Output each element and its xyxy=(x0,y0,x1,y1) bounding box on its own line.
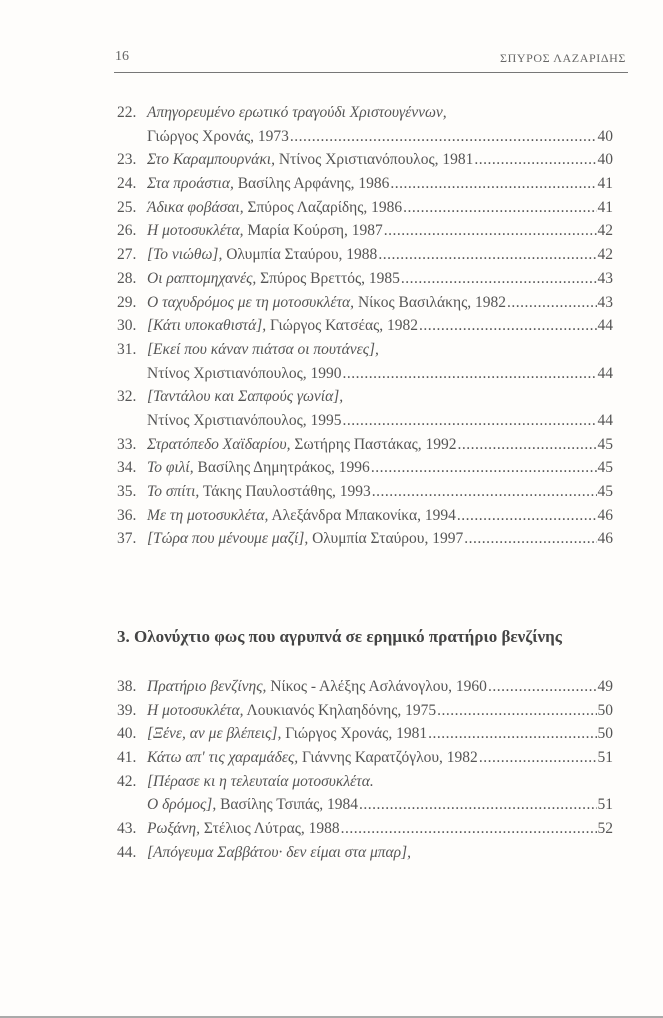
dot-leader xyxy=(343,362,597,386)
toc-entry xyxy=(117,385,613,409)
dot-leader xyxy=(290,125,597,149)
entry-number xyxy=(117,409,147,433)
page-number: 16 xyxy=(115,49,129,64)
entry-number xyxy=(117,793,147,817)
entry-author: Γιάννης Καρατζόγλου, 1982 xyxy=(298,749,478,767)
entry-title: Απηγορευμένο ερωτικό τραγούδι Χριστουγέννων, xyxy=(147,104,447,121)
toc-entry xyxy=(117,770,613,794)
entry-author: Γιώργος Χρονάς, 1981 xyxy=(281,725,428,743)
entry-number: 34. xyxy=(117,459,137,477)
entry-number: 37. xyxy=(117,530,137,548)
entry-page-number: 44 xyxy=(597,364,613,382)
entry-page-number: 41 xyxy=(597,198,613,216)
dot-leader xyxy=(479,746,597,770)
entry-title: Με τη μοτοσυκλέτα, xyxy=(147,506,269,524)
entry-number: 26. xyxy=(117,222,137,240)
entry-page-number: 45 xyxy=(597,459,613,477)
entry-author: Στέλιος Λύτρας, 1988 xyxy=(199,820,340,838)
dot-leader xyxy=(384,219,597,243)
toc-entry xyxy=(117,219,613,243)
entry-number: 33. xyxy=(117,435,137,453)
entry-title: [Τώρα που μένουμε μαζί], xyxy=(147,530,309,548)
entry-page-number: 44 xyxy=(597,411,613,429)
entry-page-number: 51 xyxy=(597,749,613,767)
toc-entry xyxy=(117,480,613,504)
dot-leader xyxy=(458,433,597,457)
toc-entry xyxy=(117,362,613,386)
entry-title: [Πέρασε κι η τελευταία μοτοσυκλέτα. xyxy=(147,772,374,790)
entry-title: Στο Καραμπουρνάκι, xyxy=(147,151,275,169)
entry-title: Πρατήριο βενζίνης, xyxy=(147,678,267,695)
entry-page-number: 41 xyxy=(597,175,613,193)
entry-author: Νίκος - Αλέξης Ασλάνογλου, 1960 xyxy=(266,678,487,695)
entry-title: Ρωξάνη, xyxy=(147,820,200,838)
toc-entry xyxy=(117,172,613,196)
entry-author: Τάκης Παυλοστάθης, 1993 xyxy=(199,483,371,500)
entry-author: Ντίνος Χριστιανόπουλος, 1995 xyxy=(147,411,342,429)
toc-entry xyxy=(117,196,613,220)
entry-title: [Εκεί που κάναν πιάτσα οι πουτάνες], xyxy=(147,340,379,358)
dot-leader xyxy=(464,527,596,551)
entry-title: Το φιλί, xyxy=(147,459,194,477)
entry-number: 24. xyxy=(117,175,137,193)
toc-entry xyxy=(117,793,613,817)
toc-entry xyxy=(117,817,613,841)
entry-title: Η μοτοσυκλέτα, xyxy=(147,222,244,240)
dot-leader xyxy=(390,172,596,196)
entry-title: Στα προάστια, xyxy=(147,175,234,193)
entry-page-number: 50 xyxy=(597,701,613,719)
dot-leader xyxy=(457,504,597,528)
entry-number: 29. xyxy=(117,293,137,311)
entry-title: [Ταντάλου και Σαπφούς γωνία], xyxy=(147,388,344,406)
entry-number: 41. xyxy=(117,749,137,767)
entry-page-number: 40 xyxy=(597,127,613,145)
toc-entry xyxy=(117,527,613,551)
toc-entry xyxy=(117,456,613,480)
entry-title: Η μοτοσυκλέτα, xyxy=(147,701,244,719)
entry-author: Μαρία Κούρση, 1987 xyxy=(243,222,383,240)
entry-author: Ντίνος Χριστιανόπουλος, 1990 xyxy=(147,364,342,382)
entry-author: Γιώργος Κατσέας, 1982 xyxy=(266,317,419,335)
entry-page-number: 52 xyxy=(597,820,613,838)
toc-entry xyxy=(117,841,613,865)
entry-number: 30. xyxy=(117,317,137,335)
toc-entry xyxy=(117,746,613,770)
entry-number xyxy=(117,362,147,386)
toc-entry xyxy=(117,504,613,528)
entry-number: 25. xyxy=(117,198,137,216)
dot-leader xyxy=(474,148,596,172)
toc-list-section-2 xyxy=(117,101,613,551)
entry-page-number: 45 xyxy=(597,483,613,500)
dot-leader xyxy=(507,291,597,315)
entry-number: 35. xyxy=(117,483,137,500)
entry-title: Ο δρόμος], xyxy=(147,796,217,814)
toc-entry xyxy=(117,409,613,433)
entry-author: Βασίλης Τσιπάς, 1984 xyxy=(216,796,359,814)
entry-page-number: 46 xyxy=(597,506,613,524)
entry-page-number: 46 xyxy=(597,530,613,548)
entry-title: Στρατόπεδο Χαϊδαρίου, xyxy=(147,435,291,453)
entry-page-number: 43 xyxy=(597,269,613,287)
entry-page-number: 51 xyxy=(597,796,613,814)
toc-list-section-3 xyxy=(117,675,613,865)
entry-title: Το σπίτι, xyxy=(147,483,200,500)
dot-leader xyxy=(378,243,596,267)
dot-leader xyxy=(343,409,597,433)
entry-title: [Το νιώθω], xyxy=(147,246,223,264)
entry-title: [Κάτι υποκαθιστά], xyxy=(147,317,267,335)
dot-leader xyxy=(437,699,596,723)
entry-number: 44. xyxy=(117,843,137,861)
entry-author: Βασίλης Δημητράκος, 1996 xyxy=(193,459,370,477)
entry-title: [Απόγευμα Σαββάτου· δεν είμαι στα μπαρ], xyxy=(147,843,412,861)
dot-leader xyxy=(488,675,597,699)
toc-entry xyxy=(117,314,613,338)
entry-author: Σπύρος Λαζαρίδης, 1986 xyxy=(243,198,403,216)
dot-leader xyxy=(401,267,597,291)
entry-number: 42. xyxy=(117,772,137,790)
entry-author: Νίκος Βασιλάκης, 1982 xyxy=(354,293,506,311)
entry-title: Οι ραπτομηχανές, xyxy=(147,269,257,287)
entry-page-number: 49 xyxy=(597,678,613,695)
entry-number: 23. xyxy=(117,151,137,169)
entry-title: [Ξένε, αν με βλέπεις], xyxy=(147,725,282,743)
toc-entry xyxy=(117,148,613,172)
header-rule xyxy=(114,72,628,73)
toc-entry xyxy=(117,722,613,746)
entry-author: Λουκιανός Κηλαηδόνης, 1975 xyxy=(243,701,437,719)
entry-page-number: 50 xyxy=(597,725,613,743)
entry-author: Γιώργος Χρονάς, 1973 xyxy=(147,127,289,145)
entry-page-number: 44 xyxy=(597,317,613,335)
entry-number xyxy=(117,125,147,149)
entry-number: 43. xyxy=(117,820,137,838)
section-heading: 3. Ολονύχτιο φως που αγρυπνά σε ερημικό πρατήριο βενζίνης xyxy=(117,627,562,646)
entry-number: 40. xyxy=(117,725,137,743)
entry-author: Ολυμπία Σταύρου, 1997 xyxy=(308,530,464,548)
entry-number: 39. xyxy=(117,701,137,719)
toc-entry xyxy=(117,699,613,723)
entry-number: 36. xyxy=(117,506,137,524)
entry-author: Αλεξάνδρα Μπακονίκα, 1994 xyxy=(268,506,456,524)
toc-entry xyxy=(117,243,613,267)
entry-author: Σπύρος Βρεττός, 1985 xyxy=(256,269,400,287)
entry-number: 27. xyxy=(117,246,137,264)
toc-entry xyxy=(117,267,613,291)
toc-entry xyxy=(117,291,613,315)
entry-title: Άδικα φοβάσαι, xyxy=(147,198,244,216)
entry-author: Ολυμπία Σταύρου, 1988 xyxy=(222,246,378,264)
entry-author: Ντίνος Χριστιανόπουλος, 1981 xyxy=(274,151,474,169)
entry-page-number: 40 xyxy=(597,151,613,169)
entry-number: 28. xyxy=(117,269,137,287)
entry-number: 22. xyxy=(117,104,137,121)
entry-page-number: 42 xyxy=(597,222,613,240)
dot-leader xyxy=(403,196,596,220)
toc-entry xyxy=(117,101,613,125)
entry-title: Ο ταχυδρόμος με τη μοτοσυκλέτα, xyxy=(147,293,355,311)
running-head: ΣΠΥΡΟΣ ΛΑΖΑΡΙΔΗΣ xyxy=(500,51,626,65)
entry-page-number: 45 xyxy=(597,435,613,453)
toc-entry xyxy=(117,433,613,457)
dot-leader xyxy=(359,793,596,817)
entry-author: Σωτήρης Παστάκας, 1992 xyxy=(290,435,457,453)
dot-leader xyxy=(341,817,597,841)
entry-page-number: 43 xyxy=(597,293,613,311)
toc-entry xyxy=(117,125,613,149)
dot-leader xyxy=(419,314,596,338)
toc-entry xyxy=(117,338,613,362)
entry-title: Κάτω απ' τις χαραμάδες, xyxy=(147,749,299,767)
toc-entry xyxy=(117,675,613,699)
dot-leader xyxy=(428,722,596,746)
dot-leader xyxy=(371,456,597,480)
entry-number: 31. xyxy=(117,340,137,358)
entry-page-number: 42 xyxy=(597,246,613,264)
entry-number: 32. xyxy=(117,388,137,406)
entry-number: 38. xyxy=(117,678,137,695)
dot-leader xyxy=(372,480,597,504)
entry-author: Βασίλης Αρφάνης, 1986 xyxy=(233,175,390,193)
